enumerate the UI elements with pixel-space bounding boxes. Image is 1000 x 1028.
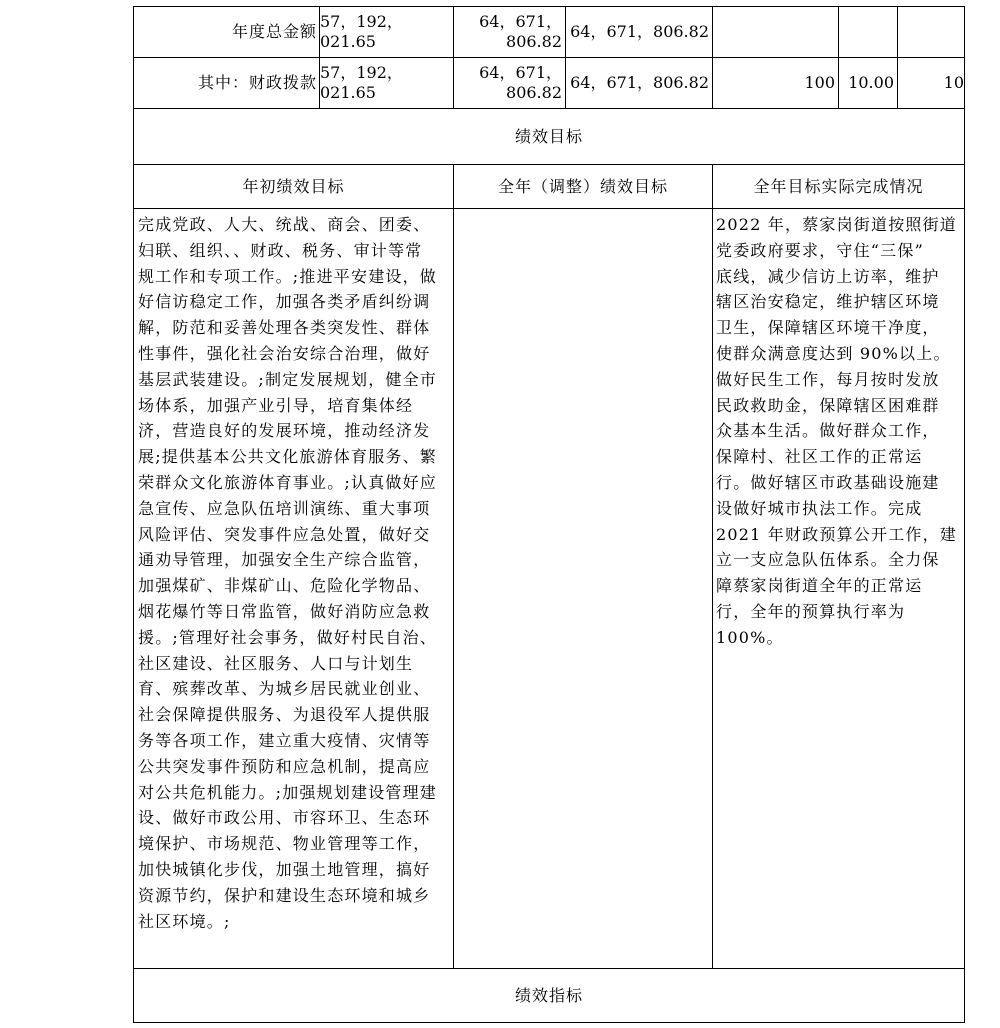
rule-right bbox=[964, 6, 965, 1023]
section-title-performance-indicators: 绩效指标 bbox=[514, 985, 583, 1005]
header-initial-goals: 年初绩效目标 bbox=[242, 176, 345, 196]
section-title-performance-goals: 绩效目标 bbox=[514, 126, 583, 146]
fiscal-allocation-initial-budget: 57，192，021.65 bbox=[320, 63, 403, 102]
rule-bottom bbox=[133, 1022, 965, 1023]
adjusted-budget-line2: 806.82 bbox=[506, 32, 562, 51]
adjusted-budget-line1: 64，671， bbox=[479, 12, 562, 31]
fiscal-allocation-adjusted-budget bbox=[454, 58, 565, 108]
initial-goals-text: 完成党政、人大、统战、商会、团委、 妇联、组织、、财政、税务、审计等常 规工作和专项工作。;推进平安建设，做 好信访稳定工作，加强各类矛盾纠纷调 解，防范和妥善处理各类突发性、群体 性事件，强化社会治安综合治理，做好 基层武装建设。;制定发展规划，健全市 场体系，加强产业引导，培育集体经 济，营造良好的发展环境，推动经济发 展;提供基本公共文化旅游体育服务、繁 荣群众文化旅游体育事业。;认真做好应 急宣传、应急队伍培训演练、重大事项 风险评估、突发事件应急处置，做好交 通劝导管理，加强安全生产综合监管， 加强煤矿、非煤矿山、危险化学物品、 烟花爆竹等日常监管，做好消防应急救 援。;管理好社会事务，做好村民自治、 社区建设、社区服务、人口与计划生 育、殡葬改革、为城乡居民就业创业、 社会保障提供服务、为退役军人提供服 务等各项工作，建立重大疫情、灾情等 公共突发事件预防和应急机制，提高应 对公共危机能力。;加强规划建设管理建 设、做好市政公用、市容环卫、生态环 境保护、市场规范、物业管理等工作， 加快城镇化步伐，加强土地管理，搞好 资源节约，保护和建设生态环境和城乡 社区环境。; bbox=[138, 215, 437, 931]
rule-goal-col1 bbox=[453, 164, 454, 969]
adjusted-budget-line1: 64，671， bbox=[479, 63, 562, 82]
rule-goal-col2 bbox=[712, 164, 713, 969]
header-adjusted-goals: 全年（调整）绩效目标 bbox=[497, 176, 668, 196]
adjusted-budget-line2: 806.82 bbox=[506, 83, 562, 102]
annual-total-initial-budget: 57，192，021.65 bbox=[320, 12, 403, 51]
annual-total-executed: 64，671，806.82 bbox=[570, 22, 709, 41]
actual-completion-text: 2022 年，蔡家岗街道按照街道 党委政府要求，守住“三保” 底线，减少信访上访率，维护 辖区治安稳定，维护辖区环境 卫生，保障辖区环境干净度， 使群众满意度达到 90%以上。 做好民生工作，每月按时发放 民政救助金，保障辖区困难群 众基本生活。做好群众工作， 保障村、社区工作的正常运 行。做好辖区市政基础设施建 设做好城市执法工作。完成 2021 年财政预算公开工作，建 立一支应急队伍体系。全力保 障蔡家岗街道全年的正常运 行，全年的预算执行率为 100%。 bbox=[716, 215, 958, 647]
fiscal-allocation-score: 10 bbox=[943, 73, 964, 92]
fiscal-allocation-executed: 64，671，806.82 bbox=[570, 73, 709, 92]
fiscal-allocation-execution-rate: 100 bbox=[804, 73, 835, 92]
fiscal-allocation-weight: 10.00 bbox=[848, 73, 894, 92]
rule-header-bottom bbox=[133, 208, 965, 209]
annual-total-adjusted-budget bbox=[454, 7, 565, 57]
annual-total-label: 年度总金额 bbox=[231, 22, 317, 41]
header-actual-completion: 全年目标实际完成情况 bbox=[753, 176, 924, 196]
fiscal-allocation-label: 其中：财政拨款 bbox=[197, 73, 317, 92]
